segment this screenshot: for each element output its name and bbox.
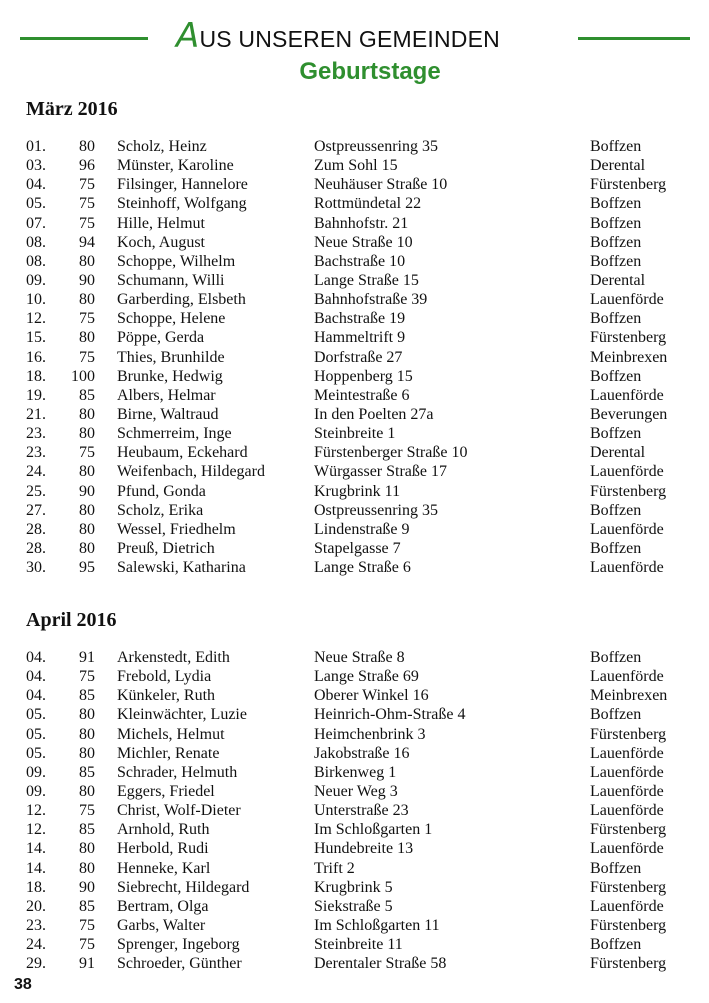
birthday-row [0,328,709,347]
birthday-date: 04. [26,176,46,194]
birthday-row [0,386,709,405]
birthday-age: 80 [79,329,95,347]
town-name: Fürstenberg [590,176,667,194]
street-address: Bahnhofstraße 39 [314,291,428,309]
birthday-date: 12. [26,310,46,328]
person-name: Schoppe, Helene [117,310,226,328]
person-name: Albers, Helmar [117,386,216,404]
birthday-date: 09. [26,271,46,289]
town-name: Boffzen [590,252,642,270]
town-name: Fürstenberg [590,955,667,973]
birthday-row [0,367,709,386]
birthday-row [0,290,709,309]
birthday-date: 05. [26,744,46,762]
birthday-row [0,194,709,213]
birthday-date: 08. [26,233,46,251]
street-address: Meintestraße 6 [314,386,410,404]
person-name: Hille, Helmut [117,214,205,232]
birthday-age: 80 [79,539,95,557]
birthday-date: 15. [26,329,46,347]
street-address: Neuhäuser Straße 10 [314,176,448,194]
street-address: Unterstraße 23 [314,802,409,820]
birthday-age: 75 [79,916,95,934]
birthday-date: 10. [26,291,46,309]
town-name: Beverungen [590,405,668,423]
birthday-date: 14. [26,859,46,877]
street-address: Steinbreite 1 [314,425,396,443]
street-address: Im Schloßgarten 11 [314,916,440,934]
birthday-row [0,878,709,897]
page-header [0,16,709,92]
street-address: Trift 2 [314,859,355,877]
person-name: Michels, Helmut [117,725,225,743]
street-address: Krugbrink 11 [314,482,401,500]
birthday-row [0,782,709,801]
street-address: Heinrich-Ohm-Straße 4 [314,706,466,724]
birthday-age: 80 [79,501,95,519]
birthday-row [0,954,709,973]
street-address: Bahnhofstr. 21 [314,214,409,232]
birthday-age: 75 [79,802,95,820]
birthday-date: 04. [26,687,46,705]
street-address: Siekstraße 5 [314,897,393,915]
birthday-age: 85 [79,687,95,705]
birthday-date: 07. [26,214,46,232]
birthday-list-march [0,137,709,577]
town-name: Fürstenberg [590,725,667,743]
person-name: Schoppe, Wilhelm [117,252,236,270]
person-name: Kleinwächter, Luzie [117,706,247,724]
birthday-age: 80 [79,425,95,443]
town-name: Lauenförde [590,897,664,915]
street-address: Im Schloßgarten 1 [314,821,433,839]
birthday-date: 12. [26,821,46,839]
birthday-date: 19. [26,386,46,404]
person-name: Filsinger, Hannelore [117,176,248,194]
town-name: Boffzen [590,501,642,519]
month-heading-april: April 2016 [26,609,117,631]
town-name: Lauenförde [590,386,664,404]
birthday-row [0,897,709,916]
street-address: Bachstraße 10 [314,252,406,270]
birthday-row [0,725,709,744]
birthday-date: 23. [26,444,46,462]
birthday-date: 28. [26,520,46,538]
town-name: Boffzen [590,859,642,877]
birthday-age: 75 [79,444,95,462]
birthday-row [0,424,709,443]
birthday-age: 91 [79,955,95,973]
person-name: Bertram, Olga [117,897,209,915]
title-rest: US UNSEREN GEMEINDEN [199,26,500,52]
birthday-age: 80 [79,782,95,800]
birthday-date: 23. [26,916,46,934]
birthday-age: 80 [79,252,95,270]
birthday-row [0,520,709,539]
birthday-row [0,648,709,667]
street-address: Rottmündetal 22 [314,195,422,213]
street-address: Stapelgasse 7 [314,539,401,557]
birthday-age: 75 [79,936,95,954]
birthday-row [0,667,709,686]
person-name: Salewski, Katharina [117,559,246,577]
birthday-date: 20. [26,897,46,915]
town-name: Fürstenberg [590,329,667,347]
street-address: Neue Straße 10 [314,233,413,251]
header-rule-right [578,37,690,40]
town-name: Boffzen [590,214,642,232]
street-address: Ostpreussenring 35 [314,501,438,519]
street-address: Lindenstraße 9 [314,520,410,538]
town-name: Derental [590,271,646,289]
town-name: Boffzen [590,706,642,724]
birthday-age: 90 [79,878,95,896]
town-name: Lauenförde [590,763,664,781]
person-name: Herbold, Rudi [117,840,209,858]
birthday-row [0,348,709,367]
person-name: Koch, August [117,233,205,251]
month-heading-march: März 2016 [26,98,118,120]
person-name: Pöppe, Gerda [117,329,205,347]
birthday-date: 09. [26,782,46,800]
town-name: Lauenförde [590,559,664,577]
street-address: Hundebreite 13 [314,840,414,858]
birthday-row [0,175,709,194]
birthday-row [0,443,709,462]
birthday-date: 25. [26,482,46,500]
birthday-row [0,839,709,858]
person-name: Sprenger, Ingeborg [117,936,240,954]
person-name: Schmerreim, Inge [117,425,232,443]
town-name: Boffzen [590,138,642,155]
birthday-age: 80 [79,744,95,762]
person-name: Preuß, Dietrich [117,539,215,557]
person-name: Garbs, Walter [117,916,206,934]
birthday-age: 75 [79,310,95,328]
birthday-age: 95 [79,559,95,577]
town-name: Lauenförde [590,668,664,686]
person-name: Arnhold, Ruth [117,821,210,839]
person-name: Schroeder, Günther [117,955,242,973]
person-name: Münster, Karoline [117,157,234,175]
town-name: Boffzen [590,539,642,557]
town-name: Meinbrexen [590,348,668,366]
town-name: Derental [590,157,646,175]
page-number: 38 [14,976,32,993]
birthday-age: 96 [79,157,95,175]
person-name: Henneke, Karl [117,859,211,877]
birthday-age: 75 [79,195,95,213]
birthday-date: 05. [26,706,46,724]
town-name: Meinbrexen [590,687,668,705]
town-name: Lauenförde [590,840,664,858]
street-address: In den Poelten 27a [314,405,434,423]
town-name: Lauenförde [590,520,664,538]
birthday-row [0,233,709,252]
person-name: Weifenbach, Hildegard [117,463,265,481]
street-address: Krugbrink 5 [314,878,393,896]
town-name: Fürstenberg [590,878,667,896]
town-name: Lauenförde [590,802,664,820]
birthday-age: 91 [79,649,95,666]
birthday-row [0,686,709,705]
birthday-date: 18. [26,878,46,896]
street-address: Steinbreite 11 [314,936,403,954]
person-name: Christ, Wolf-Dieter [117,802,241,820]
person-name: Scholz, Erika [117,501,204,519]
birthday-age: 75 [79,668,95,686]
street-address: Hammeltrift 9 [314,329,406,347]
birthday-date: 14. [26,840,46,858]
birthday-date: 28. [26,539,46,557]
birthday-age: 80 [79,725,95,743]
street-address: Heimchenbrink 3 [314,725,426,743]
street-address: Oberer Winkel 16 [314,687,429,705]
person-name: Arkenstedt, Edith [117,649,230,666]
street-address: Neuer Weg 3 [314,782,398,800]
birthday-row [0,309,709,328]
birthday-date: 09. [26,763,46,781]
person-name: Eggers, Friedel [117,782,215,800]
birthday-list-april [0,648,709,973]
birthday-date: 23. [26,425,46,443]
town-name: Lauenförde [590,291,664,309]
birthday-date: 04. [26,668,46,686]
birthday-row [0,252,709,271]
birthday-age: 80 [79,405,95,423]
birthday-age: 80 [79,706,95,724]
title-initial: A [176,16,200,56]
town-name: Boffzen [590,425,642,443]
birthday-row [0,137,709,156]
street-address: Dorfstraße 27 [314,348,403,366]
person-name: Garberding, Elsbeth [117,291,246,309]
street-address: Ostpreussenring 35 [314,138,438,155]
birthday-age: 75 [79,176,95,194]
person-name: Pfund, Gonda [117,482,206,500]
section-title [176,16,556,56]
birthday-age: 75 [79,214,95,232]
birthday-date: 27. [26,501,46,519]
birthday-date: 05. [26,195,46,213]
town-name: Lauenförde [590,463,664,481]
birthday-age: 94 [79,233,95,251]
town-name: Lauenförde [590,744,664,762]
birthday-row [0,405,709,424]
birthday-age: 80 [79,520,95,538]
birthday-row [0,156,709,175]
birthday-row [0,539,709,558]
birthday-row [0,820,709,839]
person-name: Steinhoff, Wolfgang [117,195,247,213]
birthday-age: 80 [79,138,95,155]
birthday-row [0,801,709,820]
street-address: Lange Straße 15 [314,271,419,289]
birthday-age: 85 [79,897,95,915]
person-name: Brunke, Hedwig [117,367,223,385]
town-name: Boffzen [590,195,642,213]
birthday-row [0,763,709,782]
person-name: Heubaum, Eckehard [117,444,248,462]
street-address: Würgasser Straße 17 [314,463,447,481]
town-name: Fürstenberg [590,916,667,934]
birthday-row [0,214,709,233]
person-name: Frebold, Lydia [117,668,212,686]
person-name: Scholz, Heinz [117,138,207,155]
town-name: Derental [590,444,646,462]
street-address: Bachstraße 19 [314,310,406,328]
birthday-date: 03. [26,157,46,175]
birthday-row [0,744,709,763]
street-address: Neue Straße 8 [314,649,405,666]
birthday-age: 85 [79,386,95,404]
birthday-age: 85 [79,763,95,781]
birthday-date: 29. [26,955,46,973]
birthday-date: 24. [26,936,46,954]
person-name: Wessel, Friedhelm [117,520,236,538]
town-name: Lauenförde [590,782,664,800]
town-name: Fürstenberg [590,482,667,500]
birthday-date: 30. [26,559,46,577]
street-address: Fürstenberger Straße 10 [314,444,468,462]
birthday-row [0,271,709,290]
birthday-row [0,859,709,878]
town-name: Fürstenberg [590,821,667,839]
birthday-row [0,482,709,501]
person-name: Thies, Brunhilde [117,348,225,366]
birthday-row [0,501,709,520]
birthday-age: 75 [79,348,95,366]
birthday-age: 80 [79,859,95,877]
person-name: Schumann, Willi [117,271,225,289]
birthday-row [0,462,709,481]
birthday-age: 90 [79,482,95,500]
town-name: Boffzen [590,310,642,328]
birthday-row [0,558,709,577]
street-address: Birkenweg 1 [314,763,397,781]
birthday-age: 85 [79,821,95,839]
birthday-row [0,916,709,935]
birthday-date: 01. [26,138,46,155]
header-rule-left [20,37,148,40]
birthday-date: 21. [26,405,46,423]
person-name: Künkeler, Ruth [117,687,216,705]
birthday-date: 16. [26,348,46,366]
town-name: Boffzen [590,367,642,385]
person-name: Siebrecht, Hildegard [117,878,250,896]
person-name: Michler, Renate [117,744,220,762]
birthday-date: 04. [26,649,46,666]
street-address: Hoppenberg 15 [314,367,413,385]
town-name: Boffzen [590,936,642,954]
birthday-date: 05. [26,725,46,743]
subtitle: Geburtstage [299,58,441,85]
street-address: Derentaler Straße 58 [314,955,447,973]
street-address: Zum Sohl 15 [314,157,398,175]
street-address: Lange Straße 6 [314,559,411,577]
birthday-row [0,705,709,724]
birthday-age: 80 [79,463,95,481]
birthday-date: 08. [26,252,46,270]
person-name: Schrader, Helmuth [117,763,238,781]
birthday-date: 24. [26,463,46,481]
birthday-age: 90 [79,271,95,289]
person-name: Birne, Waltraud [117,405,219,423]
birthday-age: 100 [71,367,95,385]
birthday-date: 18. [26,367,46,385]
town-name: Boffzen [590,649,642,666]
street-address: Jakobstraße 16 [314,744,410,762]
birthday-age: 80 [79,291,95,309]
birthday-date: 12. [26,802,46,820]
town-name: Boffzen [590,233,642,251]
birthday-age: 80 [79,840,95,858]
birthday-row [0,935,709,954]
street-address: Lange Straße 69 [314,668,419,686]
